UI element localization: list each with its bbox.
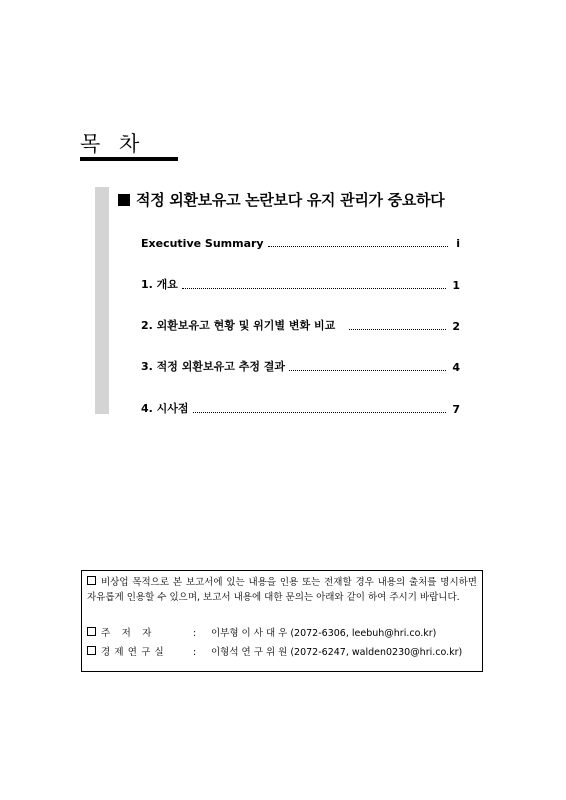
disclaimer-text: 비상업 목적으로 본 보고서에 있는 내용을 인용 또는 전재할 경우 내용의 출처를 명시하면 자유롭게 인용할 수 있으며, 보고서 내용에 대한 문의는 아래와 같이 하여 주시기 바랍니다. (87, 577, 477, 603)
author-label: 주 저 자 (101, 628, 156, 639)
square-bullet-icon (118, 194, 130, 206)
toc-entry-label: Executive Summary (141, 237, 264, 250)
leader-dots (289, 370, 446, 371)
toc-entry-page: 2 (452, 320, 460, 333)
toc-entry-page: 7 (452, 403, 460, 416)
dept-colon: : (193, 647, 197, 658)
toc-entry-page: 4 (452, 361, 460, 374)
leader-dots (193, 412, 447, 413)
disclaimer (87, 576, 477, 605)
toc-entry-implications[interactable] (141, 400, 460, 416)
toc-title: 목 차 (80, 132, 146, 156)
leader-dots (268, 246, 448, 247)
toc-entry-reserves-status[interactable] (141, 317, 460, 333)
checkbox-icon (87, 627, 96, 636)
dept-value: 이형석 연 구 위 원 (2072-6247, walden0230@hri.co.kr) (211, 647, 463, 658)
leader-dots (182, 288, 446, 289)
side-bar (95, 187, 109, 414)
title-rule (80, 157, 178, 161)
author-value: 이부형 이 사 대 우 (2072-6306, leebuh@hri.co.kr) (211, 628, 437, 639)
toc-entry-label: 1. 개요 (141, 278, 178, 291)
checkbox-icon (87, 576, 96, 585)
report-subtitle (118, 189, 444, 210)
toc-entry-estimation-results[interactable] (141, 358, 460, 374)
toc-entry-page: 1 (452, 279, 460, 292)
dept-label: 경제연구실 (101, 647, 168, 658)
subtitle-text: 적정 외환보유고 논란보다 유지 관리가 중요하다 (136, 191, 445, 209)
leader-dots (349, 329, 446, 330)
toc-entry-page: i (456, 237, 460, 250)
checkbox-icon (87, 646, 96, 655)
notice-box (81, 570, 483, 672)
toc-entry-label: 4. 시사점 (141, 402, 189, 415)
toc-entry-label: 2. 외환보유고 현황 및 위기별 변화 비교 (141, 319, 336, 332)
author-row (87, 627, 436, 642)
toc-entry-overview[interactable] (141, 276, 460, 292)
dept-row (87, 646, 462, 661)
toc-entry-executive-summary[interactable] (141, 234, 460, 250)
author-colon: : (193, 628, 197, 639)
toc-entry-label: 3. 적정 외환보유고 추정 결과 (141, 360, 286, 373)
